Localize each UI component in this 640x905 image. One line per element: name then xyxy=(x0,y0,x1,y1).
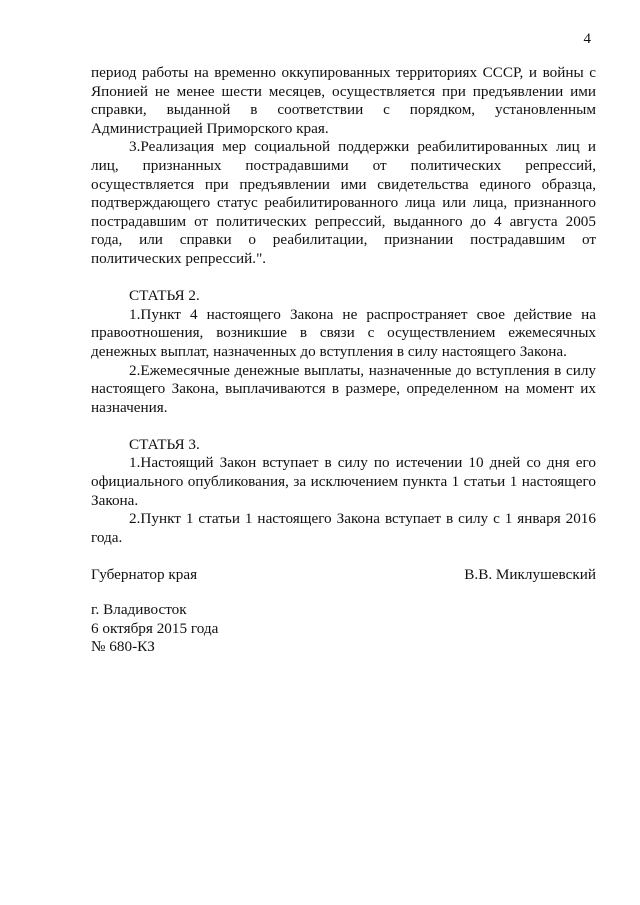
city: г. Владивосток xyxy=(91,601,187,618)
article-2-heading: СТАТЬЯ 2. xyxy=(129,287,200,305)
law-number: № 680-КЗ xyxy=(91,638,155,656)
place-date-block xyxy=(91,601,218,657)
article-2-item-1: 1.Пункт 4 настоящего Закона не распространяет свое действие на правоотношения, возникшие в связи с осуществлением ежемесячных денежных выплат, назначенных до вступления в силу настоящего Закона. xyxy=(91,305,596,360)
article-2-item-2: 2.Ежемесячные денежные выплаты, назначенные до вступления в силу настоящего Закона, выплачиваются в размере, определенном на момент их назначения. xyxy=(91,361,596,416)
signatory-position: Губернатор края xyxy=(91,566,198,583)
paragraph-item-3: 3.Реализация мер социальной поддержки реабилитированных лиц и лиц, признанных пострадавшими от политических репрессий, осуществляется при предъявлении ими свидетельства единого образца, подтверждающего статус реабилитированного лица или лица, признанного пострадавшим от политических репрессий, выданного до 4 августа 2005 года, или справки о реабилитации, признании пострадавшим от политических репрессий.". xyxy=(91,138,596,267)
article-3-item-1: 1.Настоящий Закон вступает в силу по истечении 10 дней со дня его официального опубликования, за исключением пункта 1 статьи 1 настоящего Закона. xyxy=(91,454,596,509)
paragraph-continuation: период работы на временно оккупированных территориях СССР, и войны с Японией не менее шести месяцев, осуществляется при предъявлении ими справки, выданной в соответствии с порядком, установленным Администрацией Приморского края. xyxy=(91,64,596,137)
document-body xyxy=(91,64,596,547)
article-3-item-2: 2.Пункт 1 статьи 1 настоящего Закона вступает в силу с 1 января 2016 года. xyxy=(91,510,596,546)
article-3-heading: СТАТЬЯ 3. xyxy=(129,435,200,453)
page-number: 4 xyxy=(583,31,591,47)
signature-block xyxy=(91,566,596,585)
signatory-name: В.В. Миклушевский xyxy=(464,566,596,583)
document-date: 6 октября 2015 года xyxy=(91,619,219,637)
